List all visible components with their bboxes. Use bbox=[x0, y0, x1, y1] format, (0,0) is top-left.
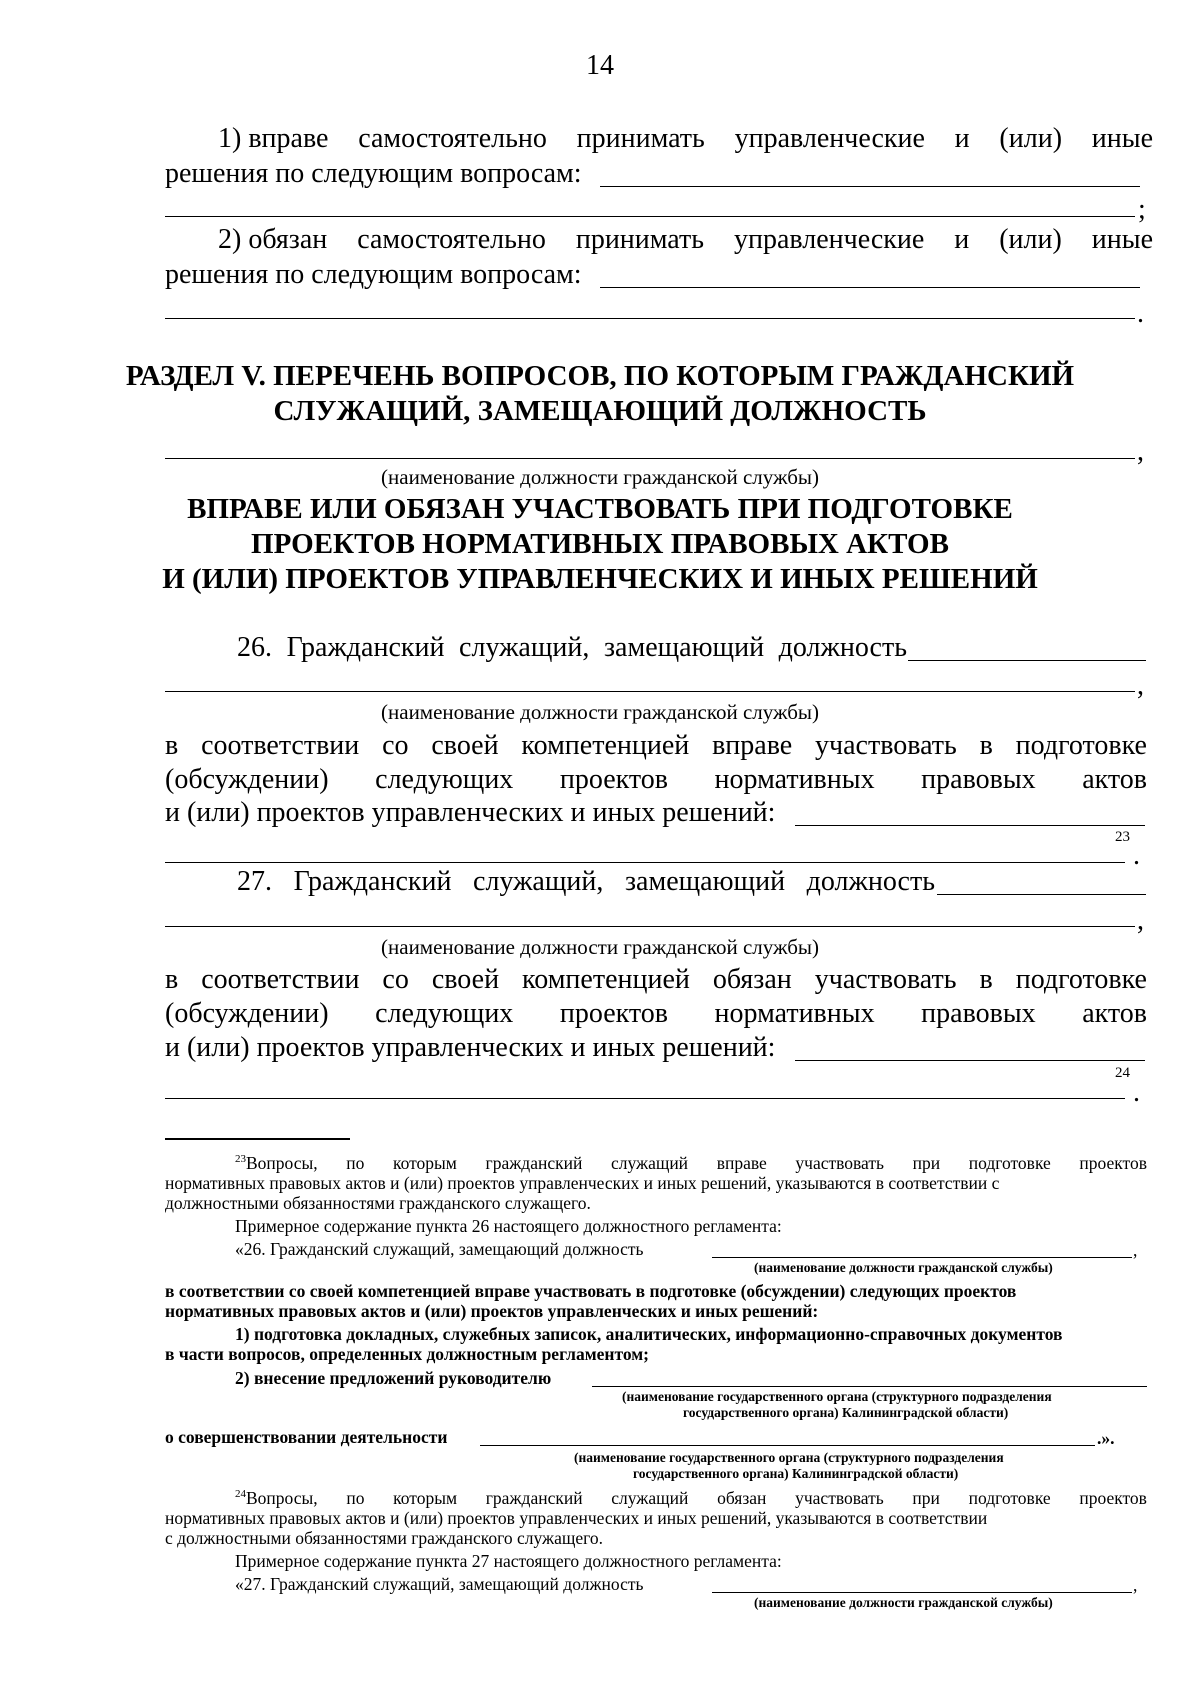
item2-line1-word: (или) bbox=[999, 224, 1062, 255]
fn24-position-blank[interactable] bbox=[712, 1592, 1132, 1593]
item27-line1-word: Гражданский bbox=[293, 866, 452, 897]
item27-blank-2[interactable] bbox=[165, 926, 1135, 927]
item27-footnote-mark[interactable]: 24 bbox=[1115, 1065, 1130, 1081]
fn23-sub1-line2: в части вопросов, определенных должностным регламентом; bbox=[165, 1344, 650, 1364]
item1-blank-2[interactable] bbox=[165, 216, 1135, 217]
item27-blank-1[interactable] bbox=[937, 894, 1146, 895]
item26-line-b-word: правовых bbox=[921, 764, 1036, 795]
item27-line-a-word: в bbox=[979, 964, 993, 995]
item2-blank-1[interactable] bbox=[600, 287, 1140, 288]
fn23-word: вправе bbox=[716, 1153, 767, 1173]
item2-line1-word: самостоятельно bbox=[357, 224, 546, 255]
item27-line-a-word: участвовать bbox=[814, 964, 957, 995]
fn23-caption-org2-line1: (наименование государственного органа (структурного подразделения bbox=[574, 1450, 1004, 1465]
item1-line1-word: (или) bbox=[999, 123, 1063, 154]
item27-line1-word: 27. bbox=[237, 866, 272, 897]
fn23-text-line2: нормативных правовых актов и (или) проектов управленческих и иных решений: bbox=[165, 1301, 819, 1321]
item26-line1 bbox=[237, 632, 907, 664]
item26-line-a-word: в bbox=[979, 730, 993, 761]
fn23-word: подготовке bbox=[968, 1153, 1051, 1173]
item26-line-b-word: следующих bbox=[375, 764, 514, 795]
fn24-caption-position: (наименование должности гражданской службы) bbox=[754, 1595, 1053, 1610]
item27-line1-word: служащий, bbox=[473, 866, 604, 897]
section-title-line2: СЛУЖАЩИЙ, ЗАМЕЩАЮЩИЙ ДОЛЖНОСТЬ bbox=[273, 395, 927, 427]
section-caption: (наименование должности гражданской службы) bbox=[381, 465, 819, 489]
fn23-caption-org1-line2: государственного органа) Калининградской области) bbox=[683, 1405, 1009, 1420]
item27-line1-word: замещающий bbox=[624, 866, 786, 897]
fn23-org-blank-1[interactable] bbox=[592, 1386, 1147, 1387]
section-title-line5: И (ИЛИ) ПРОЕКТОВ УПРАВЛЕНЧЕСКИХ И ИНЫХ РЕШЕНИЙ bbox=[162, 563, 1038, 595]
page-number: 14 bbox=[586, 50, 614, 81]
item1-line1-word: самостоятельно bbox=[358, 123, 547, 154]
item26-line1-word: 26. bbox=[237, 632, 272, 663]
item27-line-a-word: соответствии bbox=[201, 964, 360, 995]
item2-line1 bbox=[218, 224, 1153, 256]
fn24-first-word: $^{24}$Вопросы, bbox=[235, 1488, 318, 1508]
item27-line-b bbox=[165, 998, 1147, 1030]
item1-line2: решения по следующим вопросам: bbox=[165, 158, 582, 189]
fn24-example-comma: , bbox=[1133, 1575, 1138, 1595]
fn24-line3: с должностными обязанностями гражданского служащего. bbox=[165, 1528, 604, 1548]
fn24-word: служащий bbox=[611, 1488, 689, 1508]
item27-line-b-word: (обсуждении) bbox=[165, 998, 329, 1029]
item27-line-b-word: следующих bbox=[375, 998, 514, 1029]
item27-line-c: и (или) проектов управленческих и иных решений: bbox=[165, 1032, 776, 1063]
section-position-blank[interactable] bbox=[165, 458, 1135, 459]
footnote-separator bbox=[165, 1138, 350, 1140]
fn23-improve: о совершенствовании деятельности bbox=[165, 1427, 448, 1447]
fn24-word: которым bbox=[393, 1488, 458, 1508]
item27-line1-word: должность bbox=[806, 866, 935, 897]
section-title-line4: ПРОЕКТОВ НОРМАТИВНЫХ ПРАВОВЫХ АКТОВ bbox=[251, 528, 949, 560]
section-title-line3: ВПРАВЕ ИЛИ ОБЯЗАН УЧАСТВОВАТЬ ПРИ ПОДГОТОВКЕ bbox=[187, 493, 1013, 525]
fn24-word: участвовать bbox=[795, 1488, 884, 1508]
item26-line-a-word: со bbox=[382, 730, 409, 761]
item26-end: . bbox=[1133, 840, 1140, 871]
item26-line-a-word: компетенцией bbox=[521, 730, 690, 761]
item1-line1-word: 1) вправе bbox=[218, 123, 329, 154]
item27-line-a-word: в bbox=[165, 964, 179, 995]
fn23-line3: должностными обязанностями гражданского служащего. bbox=[165, 1193, 591, 1213]
item1-line1-word: и bbox=[954, 123, 970, 154]
section-title-line1: РАЗДЕЛ V. ПЕРЕЧЕНЬ ВОПРОСОВ, ПО КОТОРЫМ ГРАЖДАНСКИЙ bbox=[125, 360, 1075, 392]
fn23-text-line1: в соответствии со своей компетенцией вправе участвовать в подготовке (обсуждении) следующих проектов bbox=[165, 1281, 1017, 1301]
item26-blank-1[interactable] bbox=[908, 660, 1146, 661]
fn23-line2: нормативных правовых актов и (или) проектов управленческих и иных решений, указываются в соответствии с bbox=[165, 1173, 1000, 1193]
item1-line1-word: принимать bbox=[576, 123, 705, 154]
fn23-org-blank-2[interactable] bbox=[480, 1445, 1095, 1446]
item1-blank-1[interactable] bbox=[600, 186, 1140, 187]
item2-line1-word: управленческие bbox=[733, 224, 925, 255]
fn23-example-start: «26. Гражданский служащий, замещающий должность bbox=[235, 1239, 644, 1259]
fn23-first-word: $^{23}$Вопросы, bbox=[235, 1153, 318, 1173]
item27-blank-4[interactable] bbox=[165, 1098, 1125, 1099]
item1-line1-word: иные bbox=[1091, 123, 1153, 154]
fn23-mark: 23 bbox=[235, 1153, 246, 1166]
item26-line-a-word: участвовать bbox=[815, 730, 957, 761]
fn24-example-intro: Примерное содержание пункта 27 настоящего должностного регламента: bbox=[235, 1551, 782, 1571]
fn23-sub2: 2) внесение предложений руководителю bbox=[235, 1368, 552, 1388]
item27-line-b-word: актов bbox=[1082, 998, 1147, 1029]
item26-line-a-word: вправе bbox=[712, 730, 793, 761]
fn23-example-intro: Примерное содержание пункта 26 настоящего должностного регламента: bbox=[235, 1216, 782, 1236]
item1-line1 bbox=[218, 123, 1153, 155]
item27-line-a-word: подготовке bbox=[1015, 964, 1147, 995]
fn23-word: которым bbox=[393, 1153, 457, 1173]
item26-line-a-word: подготовке bbox=[1015, 730, 1147, 761]
fn24-mark: 24 bbox=[235, 1488, 246, 1501]
fn23-line1 bbox=[235, 1153, 1147, 1173]
item26-blank-4[interactable] bbox=[165, 862, 1125, 863]
item27-line1 bbox=[237, 866, 935, 898]
fn23-sub1-line1: 1) подготовка докладных, служебных записок, аналитических, информационно-справочных документов bbox=[235, 1324, 1063, 1344]
section-comma: , bbox=[1137, 436, 1144, 467]
fn24-word: гражданский bbox=[485, 1488, 583, 1508]
item26-line-a-word: своей bbox=[431, 730, 499, 761]
item26-line-c: и (или) проектов управленческих и иных решений: bbox=[165, 797, 776, 828]
fn23-caption-org2-line2: государственного органа) Калининградской области) bbox=[633, 1466, 959, 1481]
item2-line1-word: 2) обязан bbox=[218, 224, 328, 255]
item2-blank-2[interactable] bbox=[165, 318, 1135, 319]
fn24-word: проектов bbox=[1079, 1488, 1147, 1508]
fn23-word: гражданский bbox=[485, 1153, 583, 1173]
fn23-caption-org1-line1: (наименование государственного органа (структурного подразделения bbox=[622, 1389, 1052, 1404]
item27-comma: , bbox=[1137, 905, 1144, 936]
fn24-example-start: «27. Гражданский служащий, замещающий должность bbox=[235, 1574, 644, 1594]
item26-comma: , bbox=[1137, 670, 1144, 701]
item2-line1-word: иные bbox=[1091, 224, 1153, 255]
item27-line-a bbox=[165, 964, 1147, 996]
item27-line-a-word: своей bbox=[431, 964, 500, 995]
item1-end: ; bbox=[1138, 194, 1146, 225]
fn23-word: по bbox=[346, 1153, 365, 1173]
fn24-word: подготовке bbox=[968, 1488, 1051, 1508]
fn23-word: служащий bbox=[610, 1153, 689, 1173]
item27-caption: (наименование должности гражданской службы) bbox=[381, 935, 819, 959]
item26-line1-word: служащий, bbox=[459, 632, 590, 663]
fn23-word: проектов bbox=[1079, 1153, 1147, 1173]
fn23-word: при bbox=[912, 1153, 941, 1173]
fn23-caption-position: (наименование должности гражданской службы) bbox=[754, 1260, 1053, 1275]
fn23-example-comma: , bbox=[1133, 1240, 1138, 1260]
fn24-line1 bbox=[235, 1488, 1147, 1508]
item26-line1-word: замещающий bbox=[603, 632, 765, 663]
item26-blank-3[interactable] bbox=[795, 825, 1145, 826]
item26-line-b-word: проектов bbox=[559, 764, 668, 795]
item27-line-a-word: со bbox=[382, 964, 409, 995]
item26-footnote-mark[interactable]: 23 bbox=[1115, 829, 1130, 845]
item26-line-b-word: (обсуждении) bbox=[165, 764, 329, 795]
fn23-position-blank[interactable] bbox=[712, 1257, 1132, 1258]
fn23-word: участвовать bbox=[795, 1153, 884, 1173]
item27-end: . bbox=[1133, 1077, 1140, 1108]
item27-blank-3[interactable] bbox=[795, 1060, 1145, 1061]
item26-line-a-word: в bbox=[165, 730, 179, 761]
item27-line-b-word: правовых bbox=[921, 998, 1036, 1029]
item2-end: . bbox=[1137, 298, 1144, 329]
item1-line1-word: управленческие bbox=[734, 123, 925, 154]
item26-line-b bbox=[165, 764, 1147, 796]
item27-line-a-word: обязан bbox=[712, 964, 792, 995]
item26-blank-2[interactable] bbox=[165, 691, 1135, 692]
fn24-word: обязан bbox=[717, 1488, 767, 1508]
item2-line2: решения по следующим вопросам: bbox=[165, 259, 582, 290]
item27-line-b-word: проектов bbox=[559, 998, 668, 1029]
item2-line1-word: и bbox=[954, 224, 970, 255]
item26-line-a bbox=[165, 730, 1147, 762]
fn24-line2: нормативных правовых актов и (или) проектов управленческих и иных решений, указываются в соответствии bbox=[165, 1508, 988, 1528]
item26-caption: (наименование должности гражданской службы) bbox=[381, 700, 819, 724]
item27-line-a-word: компетенцией bbox=[522, 964, 690, 995]
item26-line-a-word: соответствии bbox=[201, 730, 360, 761]
item26-line1-word: должность bbox=[778, 632, 907, 663]
fn24-word: по bbox=[346, 1488, 365, 1508]
fn24-word: при bbox=[912, 1488, 940, 1508]
item26-line-b-word: нормативных bbox=[714, 764, 875, 795]
fn23-improve-end: .». bbox=[1097, 1428, 1115, 1448]
item26-line1-word: Гражданский bbox=[286, 632, 445, 663]
item27-line-b-word: нормативных bbox=[714, 998, 875, 1029]
item26-line-b-word: актов bbox=[1082, 764, 1147, 795]
item2-line1-word: принимать bbox=[575, 224, 705, 255]
